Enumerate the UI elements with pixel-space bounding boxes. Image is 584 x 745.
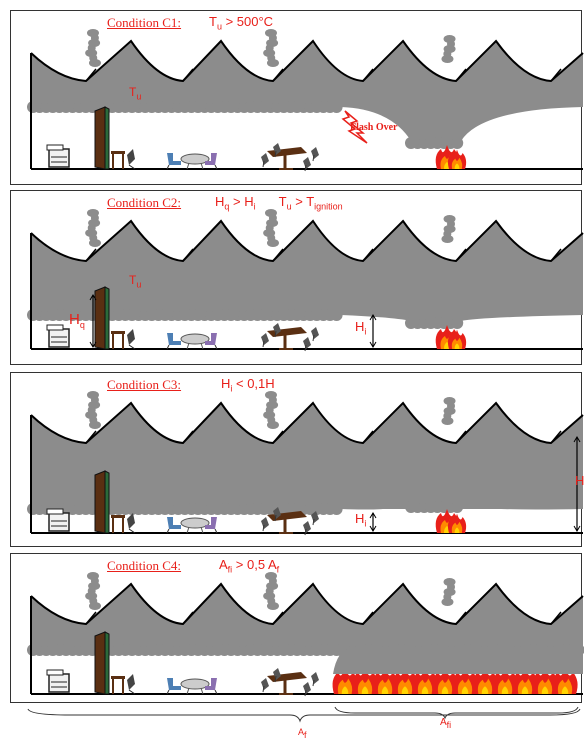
flash-over-label: Flash Over xyxy=(350,122,398,133)
wood-table-icon xyxy=(261,143,319,171)
room-scene-c1 xyxy=(11,11,583,186)
room-scene-c3 xyxy=(11,373,583,548)
condition-formula: $T_u > 500^\circ C$ xyxy=(209,14,274,32)
desk-icon xyxy=(111,674,135,694)
panel-condition-c2 xyxy=(10,190,582,365)
copier-icon xyxy=(47,670,69,692)
h-label: H xyxy=(575,473,584,488)
hi-arrow xyxy=(370,513,376,531)
condition-title: Condition C2: xyxy=(107,195,182,210)
bookcase-icon xyxy=(95,107,109,169)
hi-label: $H_i$ xyxy=(355,319,367,337)
smoke-layer xyxy=(27,572,584,656)
bookcase-icon xyxy=(95,632,109,694)
panel-condition-c3 xyxy=(10,372,582,547)
meeting-table-icon xyxy=(167,333,217,349)
hq-label: $H_q$ xyxy=(69,311,85,330)
bookcase-icon xyxy=(95,287,109,349)
meeting-table-icon xyxy=(167,678,217,694)
panel-condition-c1 xyxy=(10,10,582,185)
condition-formula: $H_q > H_i$ $T_u > T_{ignition}$ xyxy=(215,194,343,212)
room-scene-c4 xyxy=(11,554,583,704)
area-braces xyxy=(10,705,582,740)
afi-label: $A_{fi}$ xyxy=(440,717,452,730)
tu-label: $T_u$ xyxy=(129,273,142,290)
hi-arrow xyxy=(370,315,376,347)
copier-icon xyxy=(47,509,69,531)
meeting-table-icon xyxy=(167,153,217,169)
condition-title: Condition C1: xyxy=(107,15,182,30)
condition-formula: $A_{fi} > 0,5$ $A_f$ xyxy=(219,557,280,575)
meeting-table-icon xyxy=(167,517,217,533)
copier-icon xyxy=(47,145,69,167)
desk-icon xyxy=(111,513,135,533)
bookcase-icon xyxy=(95,471,109,533)
wood-table-icon xyxy=(261,668,319,696)
af-label: $A_f$ xyxy=(298,727,307,740)
desk-icon xyxy=(111,329,135,349)
tu-label: $T_u$ xyxy=(129,85,142,102)
desk-icon xyxy=(111,149,135,169)
room-scene-c2 xyxy=(11,191,583,366)
condition-formula: $H_i < 0,1H$ xyxy=(221,376,275,394)
condition-title: Condition C4: xyxy=(107,558,182,573)
copier-icon xyxy=(47,325,69,347)
panel-condition-c4 xyxy=(10,553,582,703)
hi-label: $H_i$ xyxy=(355,511,367,529)
wood-table-icon xyxy=(261,323,319,351)
brace-lines xyxy=(10,705,582,740)
condition-title: Condition C3: xyxy=(107,377,182,392)
